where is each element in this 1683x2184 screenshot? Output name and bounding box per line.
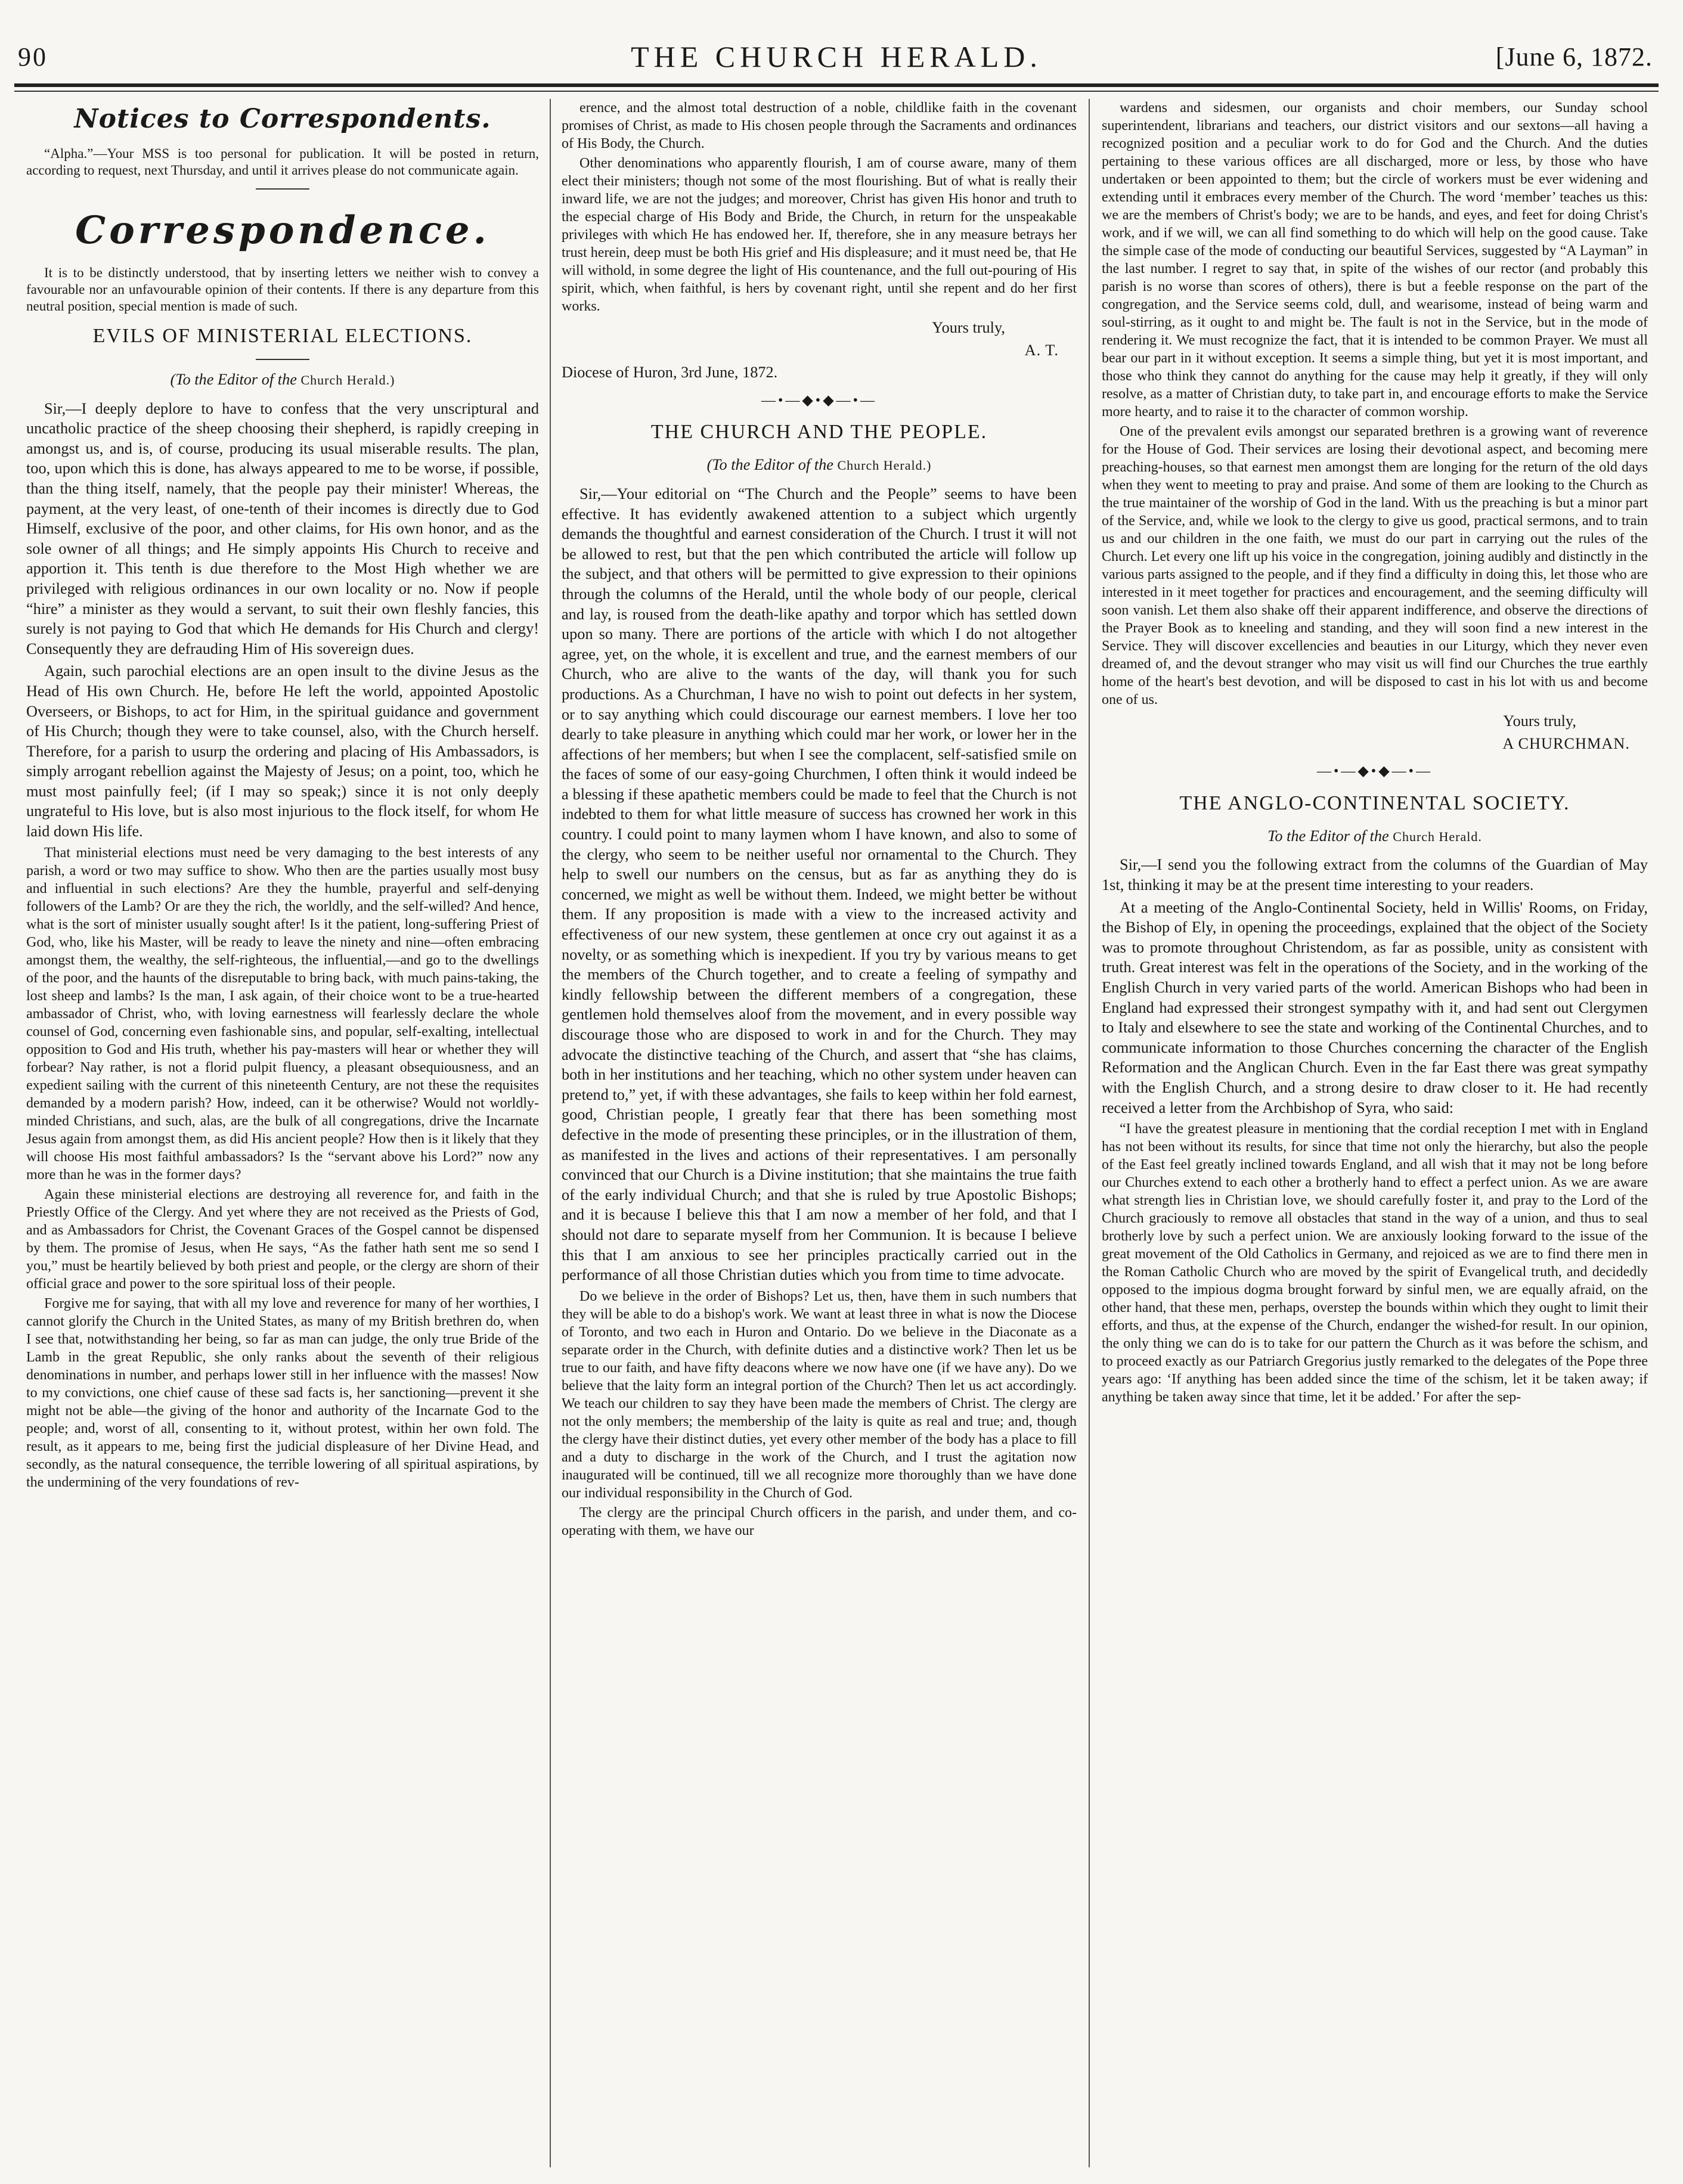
- addressed-to-paper: Church Herald.): [300, 373, 395, 387]
- paragraph: Sir,—I deeply deplore to have to confess that the very unscriptural and uncatholic practice of the sheep choosing their shepherd, is rapidly creeping in amongst us, and is, of course, producing its usual miserable results. The plan, too, upon which this is done, has always appeared to me to be worse, if possible, than the thing itself, namely, that the people pay their minister! Whereas, the payment, at the very least, of one-tenth of their incomes is directly due to God Himself, exclusive of the poor, and other claims, for His own honor, and as the sole owner of all things; and He simply appoints His Church to receive and apportion it. This tenth is due therefore to the Most High whether we are privileged with religious ordinances in our own locality or no. Now if people “hire” a minister as they would a servant, to suit their own fleshly fancies, this surely is not paying to God that which He demands for His Church and clergy! Consequently they are defrauding Him of His sovereign dues.: [26, 399, 539, 657]
- column-divider: [550, 99, 551, 2167]
- column-1: [26, 99, 539, 2167]
- paragraph: wardens and sidesmen, our organists and choir members, our Sunday school superintendent, librarians and teachers, our district visitors and our sextons—all having a recognized position and a peculiar work to do for God and the Church. And the duties pertaining to these various offices are all discharged, more or less, by those who have undertaken or been appointed to them; but the circle of workers must be ever widening and extending until it embraces every member of the Church. The word ‘member’ teaches us this: we are the members of Christ's body; we are to be hands, and eyes, and feet for doing Christ's work, and if we will, we can all find something to do which will help on the good cause. Take the simple case of the mode of conducting our beautiful Services, suggested by “A Layman” in the last number. I regret to say that, in spite of the wishes of our rector (and probably this parish is no worse than scores of others), there is but a feeble response on the part of the congregation, and the Service seems cold, dull, and wearisome, instead of being warm and soul-stirring, as it ought to and might be. The fault is not in the Service, but in the mode of rendering it. We must recognize the fact, that it is intended to be common Prayer. We must all bear our part in it without exception. It seems a simple thing, but yet it is most important, and those who think they cannot do anything for the cause may help it greatly, if they will only resolve, as a matter of Christian duty, to take part in, and encourage efforts to make the Service more hearty, and to raise it to the character of common worship.: [1102, 100, 1648, 420]
- correspondence-heading: Correspondence.: [75, 208, 490, 253]
- paragraph: That ministerial elections must need be very damaging to the best interests of any parish, a word or two may suffice to show. Who then are the parties usually most busy and influential in such elections? Are they the humble, prayerful and self-denying followers of the Lamb? Or are they the rich, the worldly, and the self-willed? And hence, what is the sort of minister usually sought after! Is it the patient, long-suffering Priest of God, who, like his Master, will be ready to leave the ninety and nine—often embracing amongst them, the wealthy, the self-righteous, the influential,—and go to the dwellings of the poor, and the haunts of the disreputable to bring back, with much pains-taking, the lost sheep and lambs? Is the man, I ask again, of their choice wont to be a true-hearted ambassador of Christ, who, with loving earnestness will fearlessly declare the whole counsel of God, concerning even fashionable sins, and popular, self-exalting, intellectual opposition to God and His truth, whether his pay-masters will hear or whether they will forbear? Nay rather, is not a florid pulpit fluency, a pleasant obsequiousness, and an expedient sailing with the current of this nineteenth Century, are not these the requisites demanded by a modern parish? How, indeed, can it be otherwise? Would not worldly-minded Christians, and such, alas, are the bulk of all congregations, drive the Incarnate Jesus again from amongst them, as did His ancient people? How then is it likely that they will choose His most faithful ambassadors? Is the “servant above his Lord?” now any more than he was in the former days?: [26, 845, 539, 1183]
- notice-text: “Alpha.”—Your MSS is too personal for publication. It will be posted in return, according to request, next Thursday, and until it arrives please do not communicate again.: [26, 146, 539, 178]
- newspaper-page: [14, 0, 1659, 2184]
- addressed-to-prefix: (To the Editor of the: [170, 371, 297, 388]
- page-number: 90: [18, 42, 48, 72]
- paragraph: Other denominations who apparently flourish, I am of course aware, many of them elect their ministers; though not some of the most flourishing. But of what is really their inward life, we are not the judges; and moreover, Christ has given His honor and truth to the especial charge of His Body and Bride, the Church, in return for the unspeakable privileges with which He has endowed her. If, therefore, she in any measure betrays her trust herein, deep must be both His grief and His displeasure; and it must need be, that He will withold, in some degree the light of His countenance, and the full out-pouring of His spirit, which, when faithful, is hers by covenant right, until she repent and do her first works.: [562, 156, 1077, 314]
- disclaimer: It is to be distinctly understood, that by inserting letters we neither wish to convey a favourable nor an unfavourable opinion of their contents. If there is any departure from this neutral position, special mention is made of such.: [26, 265, 539, 314]
- column-2: [562, 99, 1077, 2167]
- letter-title: EVILS OF MINISTERIAL ELECTIONS.: [92, 325, 473, 347]
- paragraph: At a meeting of the Anglo-Continental Society, held in Willis' Rooms, on Friday, the Bishop of Ely, in opening the proceedings, explained that the object of the Society was to promote throughout Christendom, as far as possible, unity as consistent with truth. Great interest was felt in the operations of the Society, and in the working of the English Church in very varied parts of the world. American Bishops who had been in England had expressed their strongest sympathy with it, and had sent out Clergymen to Italy and elsewhere to see the state and working of the Continental Churches, and to communicate information to those Churches concerning the character of the English Reformation and the Anglican Church. Even in the far East there was great sympathy with the English Church, and a strong desire to draw closer to it. He had recently received a letter from the Archbishop of Syra, who said:: [1102, 898, 1648, 1116]
- signature: A. T.: [1024, 341, 1059, 359]
- letter-title: THE CHURCH AND THE PEOPLE.: [650, 421, 988, 443]
- addressed-to-prefix: To the Editor of the: [1267, 827, 1389, 845]
- masthead-rule: [14, 83, 1659, 87]
- paragraph: Again these ministerial elections are destroying all reverence for, and faith in the Priestly Office of the Clergy. And yet where they are not received as the Priests of God, and as Ambassadors for Christ, the Covenant Graces of the Gospel cannot be dispensed by them. The promise of Jesus, when He says, “As the father hath sent me so send I you,” must be heartily believed by both priest and people, or the clergy are shorn of their official grace and power to the sore spiritual loss of their people.: [26, 1186, 539, 1292]
- masthead: [14, 31, 1659, 82]
- paragraph: erence, and the almost total destruction of a noble, childlike faith in the covenant promises of Christ, as made to His chosen people through the Sacraments and ordinances of His Body, the Church.: [562, 100, 1077, 151]
- dateline: Diocese of Huron, 3rd June, 1872.: [562, 364, 778, 381]
- column-divider: [1089, 99, 1090, 2167]
- notices-heading: Notices to Correspondents.: [74, 104, 491, 134]
- closing: Yours truly,: [1503, 712, 1576, 730]
- addressed-to-paper: Church Herald.: [1393, 829, 1482, 844]
- ornament-divider: —•—◆•◆—•—: [761, 392, 878, 408]
- masthead-rule-thin: [14, 91, 1659, 92]
- paragraph: Sir,—I send you the following extract from the columns of the Guardian of May 1st, thinking it may be at the present time interesting to your readers.: [1102, 856, 1648, 894]
- newspaper-title: THE CHURCH HERALD.: [631, 40, 1042, 73]
- column-3: [1102, 99, 1648, 2167]
- paragraph: The clergy are the principal Church officers in the parish, and under them, and co-operating with them, we have our: [562, 1504, 1077, 1538]
- paragraph: Sir,—Your editorial on “The Church and the People” seems to have been effective. It has evidently awakened attention to a subject which urgently demands the thoughtful and earnest consideration of the Church. I trust it will not be allowed to rest, but that the pen which contributed the article will follow up the subject, and that others will be permitted to give expression to their opinions through the columns of the Herald, until the whole body of our people, clerical and lay, is roused from the death-like apathy and torpor which has settled down upon so many. There are portions of the article with which I do not altogether agree, yet, on the whole, it is excellent and true, and the earnest members of our Church, who are alive to the wants of the day, will thank you for such productions. As a Churchman, I have no wish to point out defects in her system, or to say anything which could discourage our earnest members. I love her too dearly to take pleasure in anything which could mar her work, or lower her in the affections of her members; but when I see the complacent, self-satisfied smile on the faces of some of our easy-going Churchmen, I often think it would indeed be a blessing if these apathetic members could be made to feel that the Church is not indebted to them for what little measure of success has crowned her work in this country. I could point to many laymen whom I have known, and also to some of the clergy, who seem to be neither useful nor ornamental to the Church. They help to swell our numbers on the census, but as far as anything they do is concerned, we might as well be without them. Indeed, we might better be without them. If any proposition is made with a view to the increased activity and effectiveness of our new system, these gentlemen at once cry out against it as a novelty, or as something which is inexpedient. If you try by various means to get the members of the Church together, and to create a feeling of sympathy and kindly fellowship between the different members of a congregation, these gentlemen hold themselves aloof from the movement, and in every possible way discourage those who are disposed to work in and for the Church. They may advocate the distinctive teaching of the Church, and assert that “she has claims, both in her institutions and her teaching, which no other system under heaven can pretend to,” yet, if with these advantages, she fails to keep within her fold earnest, good, Christian people, I greatly fear that there has been something most defective in the mode of presenting these principles, or in the illustration of them, as manifested in the lives and actions of their representatives. I am personally convinced that our Church is a Divine institution; that she maintains the true faith of the early individual Church; and that she is ruled by true Apostolic Bishops; and it is because I believe this that I am now a member of her fold, and that I should not dare to separate myself from her Communion. It is because I believe this that I am anxious to see her principles practically carried out in the performance of all those Christian duties which you from time to time advocate.: [562, 485, 1077, 1284]
- divider: [256, 188, 309, 190]
- paragraph: Do we believe in the order of Bishops? Let us, then, have them in such numbers that they will be able to do a bishop's work. We want at least three in what is now the Diocese of Toronto, and two each in Huron and Ontario. Do we believe in the Diaconate as a separate order in the Church, with definite duties and a distinctive work? Then let us be true to our faith, and have fifty deacons where we now have one (if we have any). Do we believe that the laity form an integral portion of the Church? Then let us act accordingly. We teach our children to say they have been made the members of Christ. The clergy are not the only members; the membership of the laity is quite as real and true; and, though the clergy have their distinct duties, yet every other member of the body has a place to fill and a duty to discharge in the work of the Church, and I trust the agitation now inaugurated will be continued, till we all recognize more thoroughly than we have done our individual responsibility in the Church of God.: [562, 1288, 1077, 1501]
- addressed-to-prefix: (To the Editor of the: [706, 456, 833, 474]
- paragraph: One of the prevalent evils amongst our separated brethren is a growing want of reverence for the House of God. Their services are losing their devotional aspect, and becoming mere preaching-houses, so that earnest men amongst them are longing for the return of the old days when they went to meeting to pray and praise. And some of them are looking to the Church as the true maintainer of the worship of God in the land. With us the preaching is but a minor part of the Service, and, while we look to the clergy to give us good, practical sermons, and to train us and our children in the one faith, we must do our part in carrying out the rules of the Church. Let every one lift up his voice in the congregation, joining audibly and distinctly in the various parts assigned to the people, and if they find a difficulty in doing this, let those who are interested in it meet together for practices and encouragement, and the seeming difficulty will soon vanish. Let them also shake off their apparent indifference, and observe the directions of the Prayer Book as to kneeling and standing, and they will soon find a new interest in the Service. They will discover excellencies and beauties in our Liturgy, which they never even dreamed of, and the devout stranger who may visit us will find our Churches the true earthly home of the heart's best devotion, and will be disposed to cast in his lot with us and become one of us.: [1102, 424, 1648, 708]
- paragraph: Forgive me for saying, that with all my love and reverence for many of her worthies, I cannot glorify the Church in the United States, as many of my British brethren do, when I see that, notwithstanding her being, so far as man can judge, the only true Bride of the Lamb in the great Republic, she only ranks about the seventh of their religious denominations in number, and perhaps lower still in her influence with the masses! Now to my convictions, one chief cause of these sad facts is, her sanctioning—prevent it she might not be able—the giving of the honor and authority of the Incarnate God to the people; and, worst of all, consenting to it, without protest, within her own fold. The result, as it appears to me, being first the judicial displeasure of her Divine Head, and secondly, as the natural consequence, the terrible lowering of all spiritual aspirations, by the undermining of the very foundations of rev-: [26, 1295, 539, 1490]
- addressed-to: [1102, 826, 1648, 847]
- addressed-to-paper: Church Herald.): [837, 458, 932, 473]
- addressed-to: [562, 455, 1077, 476]
- signature: A CHURCHMAN.: [1502, 734, 1630, 752]
- issue-date: [June 6, 1872.: [1495, 42, 1653, 72]
- letter-title: THE ANGLO-CONTINENTAL SOCIETY.: [1179, 792, 1570, 814]
- divider: [256, 359, 309, 360]
- paragraph: Again, such parochial elections are an open insult to the divine Jesus as the Head of His own Church. He, before He left the world, appointed Apostolic Overseers, or Bishops, to act for Him, in the spiritual guidance and government of His Church; though they were to take counsel, also, with the Church herself. Therefore, for a parish to usurp the ordering and placing of His Ambassadors, is simply arrogant rebellion against the Majesty of Jesus; on a point, too, which he must most painfully feel; (if I may so speak;) since it is not only deeply ungrateful to His love, but is also most injurious to the flock itself, for whom He laid down His life.: [26, 662, 539, 840]
- ornament-divider: —•—◆•◆—•—: [1316, 764, 1433, 780]
- addressed-to: [26, 370, 539, 390]
- closing: Yours truly,: [932, 319, 1005, 336]
- paragraph: “I have the greatest pleasure in mentioning that the cordial reception I met with in England has not been without its results, for since that time not only the hierarchy, but also the people of the East feel greatly inclined towards England, and all wish that it may not be long before our Churches extend to each other a brotherly hand to effect a perfect union. As we are aware what strength lies in Christian love, we should carefully foster it, and pray to the Lord of the Church graciously to remove all obstacles that stand in the way of a union, and thus to seal brotherly love by such a perfect union. We are anxiously looking forward to the issue of the great movement of the Old Catholics in Germany, and rejoiced as we are to find there men in the Roman Catholic Church who are moved by the spirit of Evangelical truth, and decidedly opposed to the impious dogma brought forward by sinful men, we are equally afraid, on the other hand, that these men, perhaps, overstep the bounds within which they ought to limit their efforts, and thus, at the expense of the Church, endanger the wished-for result. In our opinion, the only thing we can do is to take for our pattern the Church as it was before the schism, and to proceed exactly as our Patriarch Gregorius justly remarked to the delegates of the Pope three years ago: ‘If anything has been added since the time of the schism, let it be taken away; if anything be taken away since that time, let it be added.’ For after the sep-: [1102, 1121, 1648, 1406]
